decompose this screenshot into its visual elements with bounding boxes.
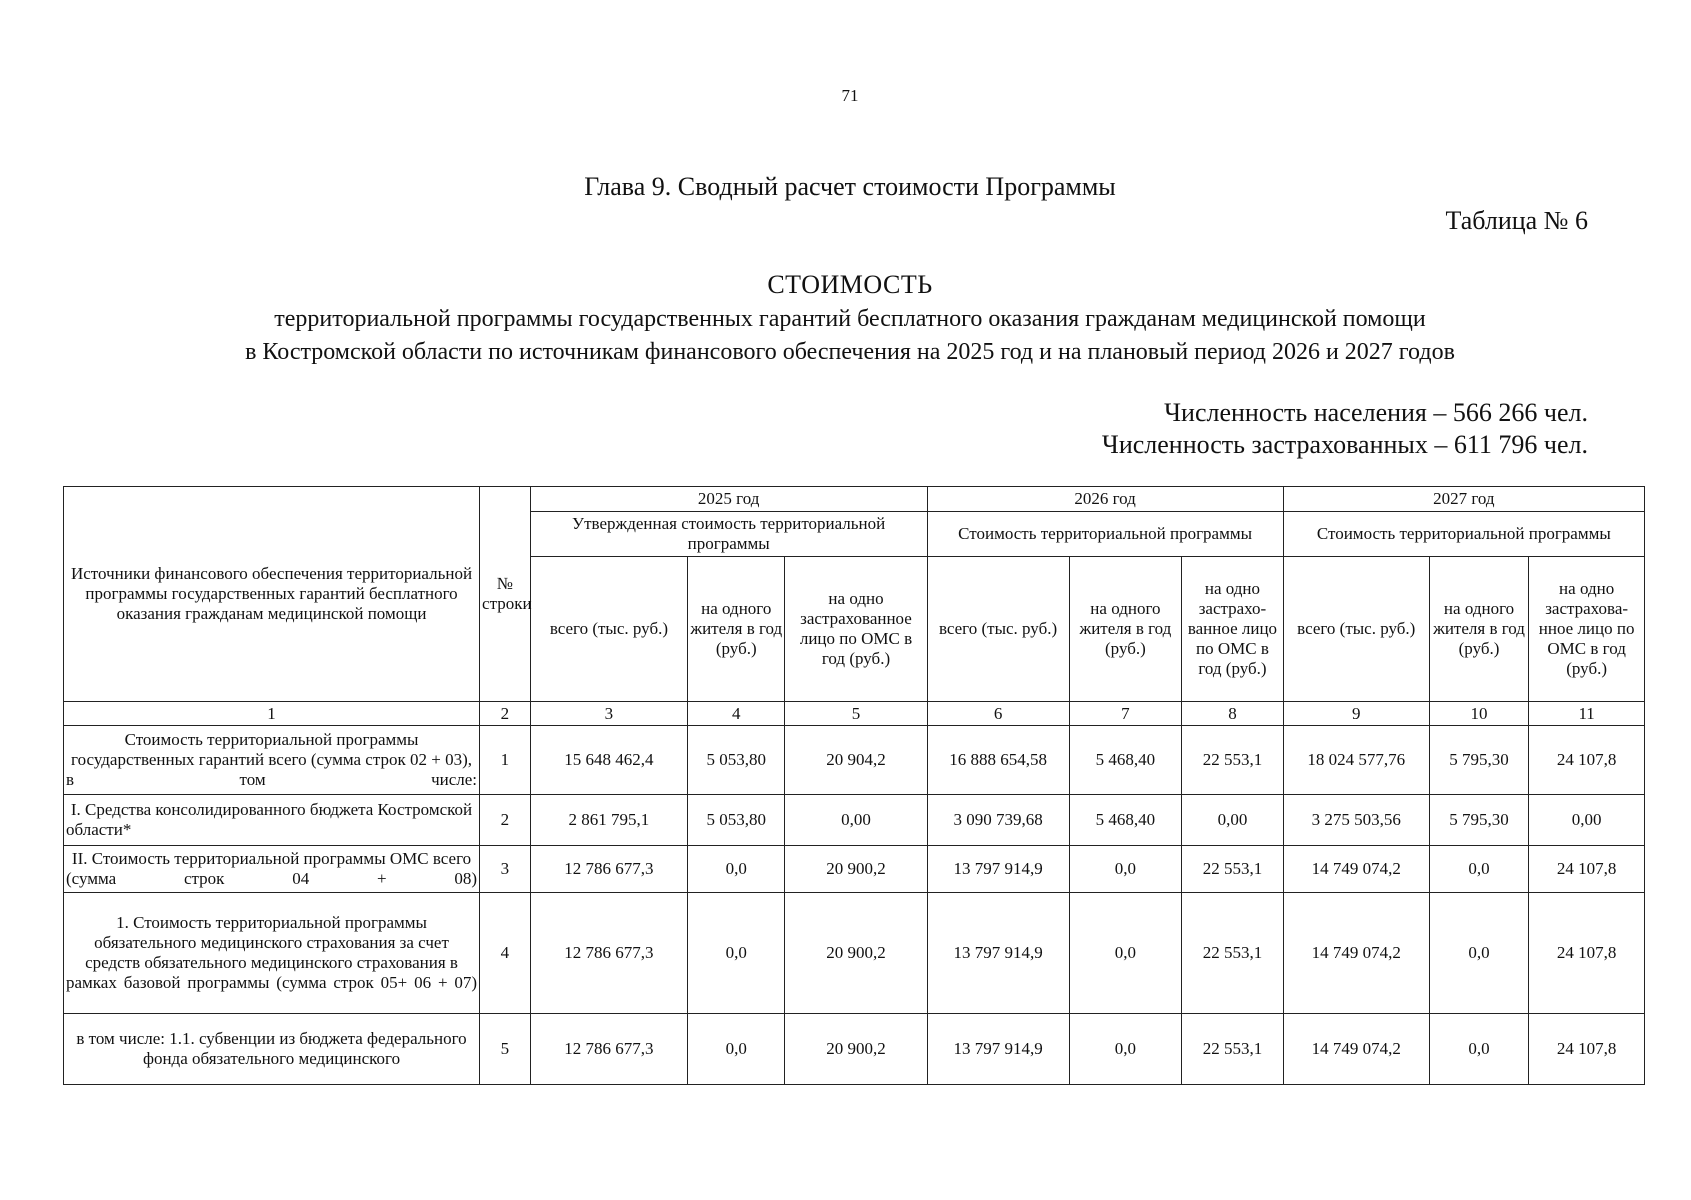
year-header-2026: 2026 год [927, 487, 1283, 512]
value-cell: 18 024 577,76 [1283, 726, 1429, 795]
value-cell: 22 553,1 [1182, 846, 1283, 893]
column-number: 4 [688, 702, 785, 726]
value-cell: 13 797 914,9 [927, 846, 1069, 893]
row-number: 2 [480, 795, 531, 846]
column-number: 3 [530, 702, 687, 726]
col-head-total-2027: всего (тыс. руб.) [1283, 557, 1429, 702]
value-cell: 20 900,2 [785, 893, 927, 1014]
table-row [64, 726, 1645, 795]
row-number: 3 [480, 846, 531, 893]
rownum-header: № строки [480, 487, 531, 702]
value-cell: 5 468,40 [1069, 795, 1182, 846]
value-cell: 12 786 677,3 [530, 846, 687, 893]
column-number: 2 [480, 702, 531, 726]
value-cell: 12 786 677,3 [530, 893, 687, 1014]
group-header-2026: Стоимость территориальной программы [927, 512, 1283, 557]
value-cell: 14 749 074,2 [1283, 846, 1429, 893]
table-row [64, 846, 1645, 893]
value-cell: 0,0 [688, 846, 785, 893]
value-cell: 5 468,40 [1069, 726, 1182, 795]
row-source: II. Стоимость территориальной программы ОМС всего (сумма строк 04 + 08) [64, 846, 480, 893]
value-cell: 0,0 [1429, 893, 1528, 1014]
table-number: Таблица № 6 [1445, 206, 1588, 235]
source-header: Источники финансового обеспечения территориальной программы государственных гарантий бесплатного оказания гражданам медицинской помощи [64, 487, 480, 702]
value-cell: 3 275 503,56 [1283, 795, 1429, 846]
value-cell: 2 861 795,1 [530, 795, 687, 846]
value-cell: 0,00 [785, 795, 927, 846]
value-cell: 16 888 654,58 [927, 726, 1069, 795]
value-cell: 22 553,1 [1182, 726, 1283, 795]
population-count: Численность населения – 566 266 чел. [1164, 398, 1588, 427]
value-cell: 22 553,1 [1182, 893, 1283, 1014]
table-row [64, 893, 1645, 1014]
document-subtitle [0, 303, 1691, 369]
row-number: 4 [480, 893, 531, 1014]
document-title: СТОИМОСТЬ [767, 270, 933, 299]
column-number: 7 [1069, 702, 1182, 726]
value-cell: 22 553,1 [1182, 1014, 1283, 1085]
col-head-per-insured-2027: на одно застрахова-нное лицо по ОМС в год (руб.) [1529, 557, 1645, 702]
value-cell: 0,0 [1429, 1014, 1528, 1085]
col-head-per-resident-2026: на одного жителя в год (руб.) [1069, 557, 1182, 702]
value-cell: 0,0 [1069, 1014, 1182, 1085]
header-row-years [64, 487, 1645, 512]
subtitle-line-2: в Костромской области по источникам финансового обеспечения на 2025 год и на плановый период 2026 и 2027 годов [245, 339, 1455, 365]
row-source: Стоимость территориальной программы государственных гарантий всего (сумма строк 02 + 03), в том числе: [64, 726, 480, 795]
row-number: 5 [480, 1014, 531, 1085]
column-number: 8 [1182, 702, 1283, 726]
col-head-per-resident-2027: на одного жителя в год (руб.) [1429, 557, 1528, 702]
row-source: I. Средства консолидированного бюджета Костромской области* [64, 795, 480, 846]
table-row [64, 795, 1645, 846]
value-cell: 24 107,8 [1529, 893, 1645, 1014]
subtitle-line-1: территориальной программы государственных гарантий бесплатного оказания гражданам медицинской помощи [274, 306, 1426, 332]
row-number: 1 [480, 726, 531, 795]
value-cell: 12 786 677,3 [530, 1014, 687, 1085]
column-number: 5 [785, 702, 927, 726]
col-head-per-insured-2025: на одно застрахованное лицо по ОМС в год (руб.) [785, 557, 927, 702]
chapter-title: Глава 9. Сводный расчет стоимости Программы [584, 172, 1116, 201]
column-number: 10 [1429, 702, 1528, 726]
value-cell: 5 795,30 [1429, 795, 1528, 846]
col-head-per-insured-2026: на одно застрахо-ванное лицо по ОМС в год (руб.) [1182, 557, 1283, 702]
group-header-2027: Стоимость территориальной программы [1283, 512, 1644, 557]
column-number: 6 [927, 702, 1069, 726]
table-row [64, 1014, 1645, 1085]
row-source: в том числе: 1.1. субвенции из бюджета федерального фонда обязательного медицинского [64, 1014, 480, 1085]
group-header-2025: Утвержденная стоимость территориальной программы [530, 512, 927, 557]
value-cell: 24 107,8 [1529, 846, 1645, 893]
column-number: 9 [1283, 702, 1429, 726]
value-cell: 5 053,80 [688, 726, 785, 795]
row-source: 1. Стоимость территориальной программы обязательного медицинского страхования за счет средств обязательного медицинского страхования в рамках базовой программы (сумма строк 05+ 06 + 07) [64, 893, 480, 1014]
page-number: 71 [841, 86, 859, 105]
value-cell: 13 797 914,9 [927, 893, 1069, 1014]
value-cell: 0,0 [688, 893, 785, 1014]
value-cell: 0,0 [1429, 846, 1528, 893]
value-cell: 14 749 074,2 [1283, 1014, 1429, 1085]
value-cell: 15 648 462,4 [530, 726, 687, 795]
value-cell: 0,0 [1069, 846, 1182, 893]
value-cell: 5 795,30 [1429, 726, 1528, 795]
value-cell: 3 090 739,68 [927, 795, 1069, 846]
value-cell: 24 107,8 [1529, 726, 1645, 795]
value-cell: 0,0 [1069, 893, 1182, 1014]
value-cell: 14 749 074,2 [1283, 893, 1429, 1014]
col-head-total-2025: всего (тыс. руб.) [530, 557, 687, 702]
value-cell: 20 904,2 [785, 726, 927, 795]
value-cell: 20 900,2 [785, 846, 927, 893]
column-number-row [64, 702, 1645, 726]
value-cell: 0,00 [1182, 795, 1283, 846]
column-number: 1 [64, 702, 480, 726]
column-number: 11 [1529, 702, 1645, 726]
col-head-per-resident-2025: на одного жителя в год (руб.) [688, 557, 785, 702]
insured-count: Численность застрахованных – 611 796 чел. [1101, 430, 1588, 459]
cost-table [63, 486, 1645, 1085]
value-cell: 24 107,8 [1529, 1014, 1645, 1085]
value-cell: 13 797 914,9 [927, 1014, 1069, 1085]
value-cell: 0,00 [1529, 795, 1645, 846]
value-cell: 5 053,80 [688, 795, 785, 846]
year-header-2027: 2027 год [1283, 487, 1644, 512]
value-cell: 20 900,2 [785, 1014, 927, 1085]
value-cell: 0,0 [688, 1014, 785, 1085]
col-head-total-2026: всего (тыс. руб.) [927, 557, 1069, 702]
year-header-2025: 2025 год [530, 487, 927, 512]
